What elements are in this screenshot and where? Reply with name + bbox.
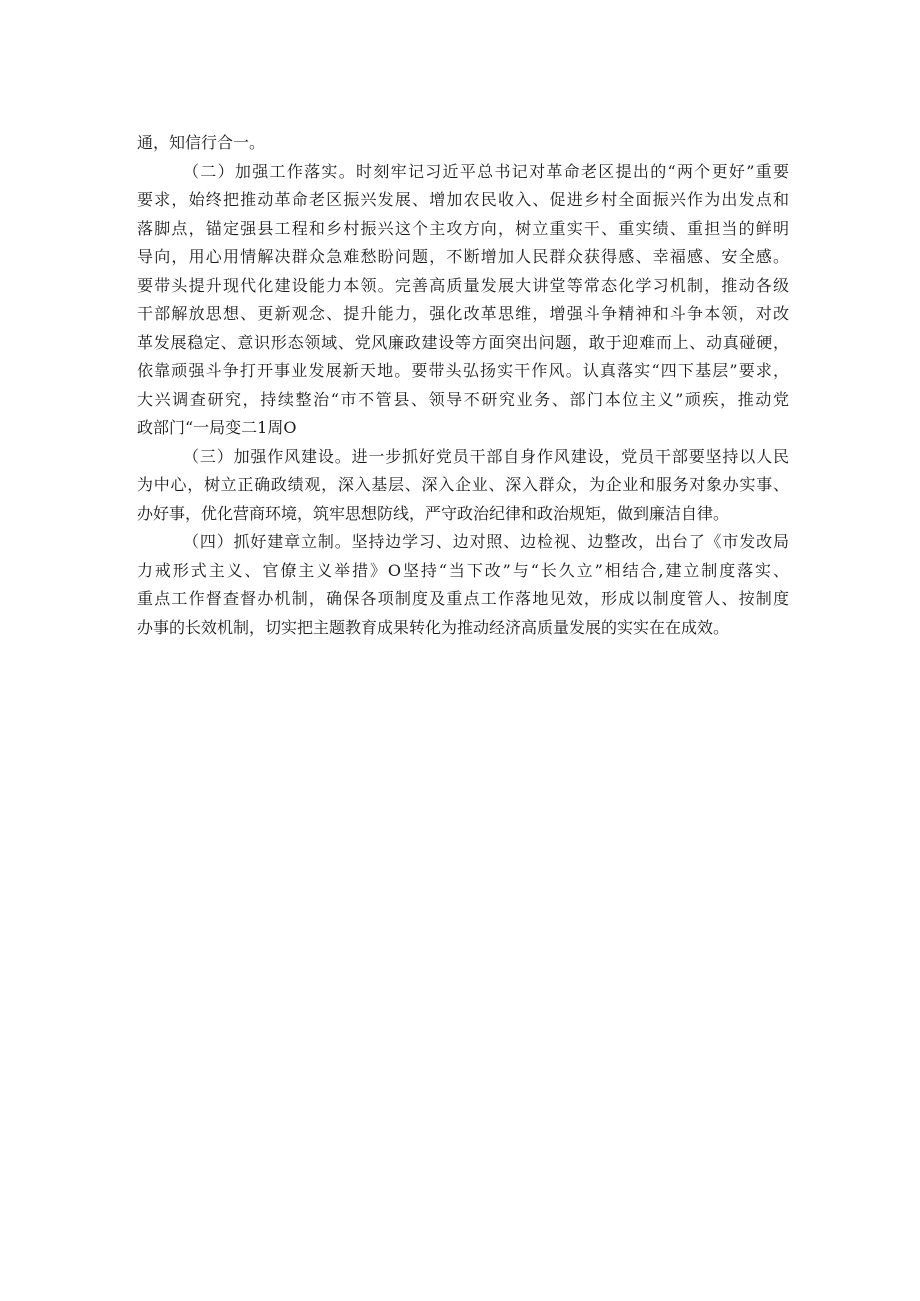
text-line: 要求，始终把推动革命老区振兴发展、增加农民收入、促进乡村全面振兴作为出发点和 (137, 190, 789, 209)
text-line: 依靠顽强斗争打开事业发展新天地。要带头弘扬实干作风。认真落实“四下基层”要求， (137, 361, 789, 380)
text-line: 要带头提升现代化建设能力本领。完善高质量发展大讲堂等常态化学习机制，推动各级 (137, 275, 789, 295)
text-line: 革发展稳定、意识形态领域、党风廉政建设等方面突出问题，敢于迎难而上、动真碰硬， (137, 332, 789, 352)
document-body (137, 129, 789, 642)
paragraph-continuation (137, 129, 789, 158)
text-line: 重点工作督查督办机制，确保各项制度及重点工作落地见效，形成以制度管人、按制度 (137, 589, 789, 608)
text-line: 通，知信行合一。 (137, 133, 266, 152)
paragraph-work-style (137, 443, 789, 529)
text-line: 大兴调查研究，持续整治“市不管县、领导不研究业务、部门本位主义”顽疾，推动党 (137, 389, 789, 409)
text-line: 为中心，树立正确政绩观，深入基层、深入企业、深入群众，为企业和服务对象办实事、 (137, 475, 789, 494)
text-line: （三）加强作风建设。进一步抓好党员干部自身作风建设，党员干部要坚持以人民 (183, 446, 789, 466)
text-line: 导向，用心用情解决群众急难愁盼问题，不断增加人民群众获得感、幸福感、安全感。 (137, 247, 789, 266)
paragraph-rules-building (137, 528, 789, 642)
text-line: 政部门“一局变二1周O (137, 418, 297, 437)
text-line: 办好事，优化营商环境，筑牢思想防线，严守政治纪律和政治规矩，做到廉洁自律。 (137, 503, 730, 523)
text-line: （二）加强工作落实。时刻牢记习近平总书记对革命老区提出的“两个更好”重要 (183, 161, 789, 181)
paragraph-work-implementation (137, 158, 789, 443)
text-line: 办事的长效机制，切实把主题教育成果转化为推动经济高质量发展的实实在在成效。 (137, 617, 730, 637)
text-line: 落脚点，锚定强县工程和乡村振兴这个主攻方向，树立重实干、重实绩、重担当的鲜明 (137, 218, 789, 238)
text-line: 力戒形式主义、官僚主义举措》O坚持“当下改”与“长久立”相结合,建立制度落实、 (137, 560, 789, 580)
text-line: （四）抓好建章立制。坚持边学习、边对照、边检视、边整改，出台了《市发改局 (183, 532, 789, 551)
text-line: 干部解放思想、更新观念、提升能力，强化改革思维，增强斗争精神和斗争本领，对改 (137, 304, 789, 323)
